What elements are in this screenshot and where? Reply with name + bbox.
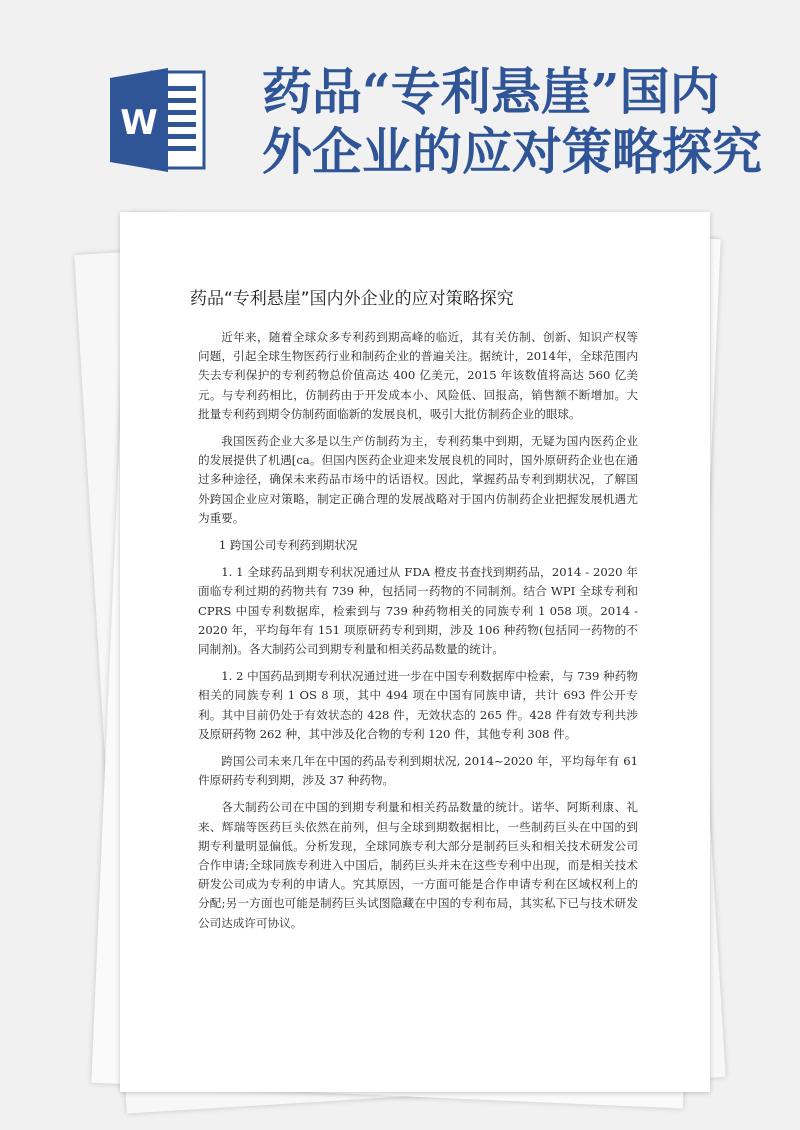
paragraph: 我国医药企业大多是以生产仿制药为主，专利药集中到期，无疑为国内医药企业的发展提供了机遇[ca。但国内医药企业迎来发展良机的同时，国外原研药企业也在通过多种途径，确保未来药品市场中的话语权。因此，掌握药品专利到期状况，了解国外跨国企业应对策略，制定正确合理的发展战略对于国内仿制药企业把握发展机遇尤为重要。 xyxy=(198,434,638,525)
banner-title xyxy=(262,62,782,182)
paragraph: 近年来，随着全球众多专利药到期高峰的临近，其有关仿制、创新、知识产权等问题，引起全球生物医药行业和制药企业的普遍关注。据统计，2014年，全球范围内失去专利保护的专利药物总价值高达 400 亿美元，2015 年该数值将高达 560 亿美元。与专利药相比，仿制药由于开发成本小、风险低、回报高，销售额不断增加。大批量专利药到期令仿制药面临新的发展良机，吸引大批仿制药企业的眼球。 xyxy=(198,330,638,421)
word-document-icon xyxy=(108,66,208,174)
paragraph: 1. 1 全球药品到期专利状况通过从 FDA 橙皮书查找到期药品，2014 - 2020 年面临专利过期的药物共有 739 种，包括同一药物的不同制剂。结合 WPI 全球专利和 CPRS 中国专利数据库，检索到与 739 种药物相关的同族专利 1 058 项。2014 - 2020 年，平均每年有 151 项原研药专利到期，涉及 106 种药物(包括同一药物的不同制剂)。各大制药公司到期专利量和相关药品数量的统计。 xyxy=(198,565,638,657)
document-body xyxy=(198,328,638,941)
paragraph: 跨国公司未来几年在中国的药品专利到期状况, 2014~2020 年，平均每年有 61 件原研药专利到期，涉及 37 种药物。 xyxy=(198,754,638,788)
banner-title-line-1: 药品“专利悬崖”国内 xyxy=(262,62,720,121)
document-title: 药品“专利悬崖”国内外企业的应对策略探究 xyxy=(190,289,514,309)
svg-text:W: W xyxy=(120,103,158,143)
section-heading: 1 跨国公司专利药到期状况 xyxy=(218,538,358,553)
paragraph: 1. 2 中国药品到期专利状况通过进一步在中国专利数据库中检索，与 739 种药物相关的同族专利 1 OS 8 项，其中 494 项在中国有同族申请，共计 693 件公开专利。其中目前仍处于有效状态的 428 件，无效状态的 265 件。428 件有效专利共涉及原研药物 262 种，其中涉及化合物的专利 120 件，其他专利 308 件。 xyxy=(198,669,638,741)
banner xyxy=(0,0,800,200)
paragraph: 各大制药公司在中国的到期专利量和相关药品数量的统计。诺华、阿斯利康、礼来、辉瑞等医药巨头依然在前列，但与全球到期数据相比，一些制药巨头在中国的到期专利量明显偏低。分析发现，全球同族专利大部分是制药巨头和相关技术研发公司合作申请;全球同族专利进入中国后，制药巨头并未在这些专利中出现，而是相关技术研发公司成为专利的申请人。究其原因，一方面可能是合作申请专利在区域权利上的分配;另一方面也可能是制药巨头试图隐藏在中国的专利布局，其实私下已与技术研发公司达成许可协议。 xyxy=(198,800,638,930)
banner-title-line-2: 外企业的应对策略探究 xyxy=(262,122,762,181)
document-page xyxy=(120,212,710,1092)
